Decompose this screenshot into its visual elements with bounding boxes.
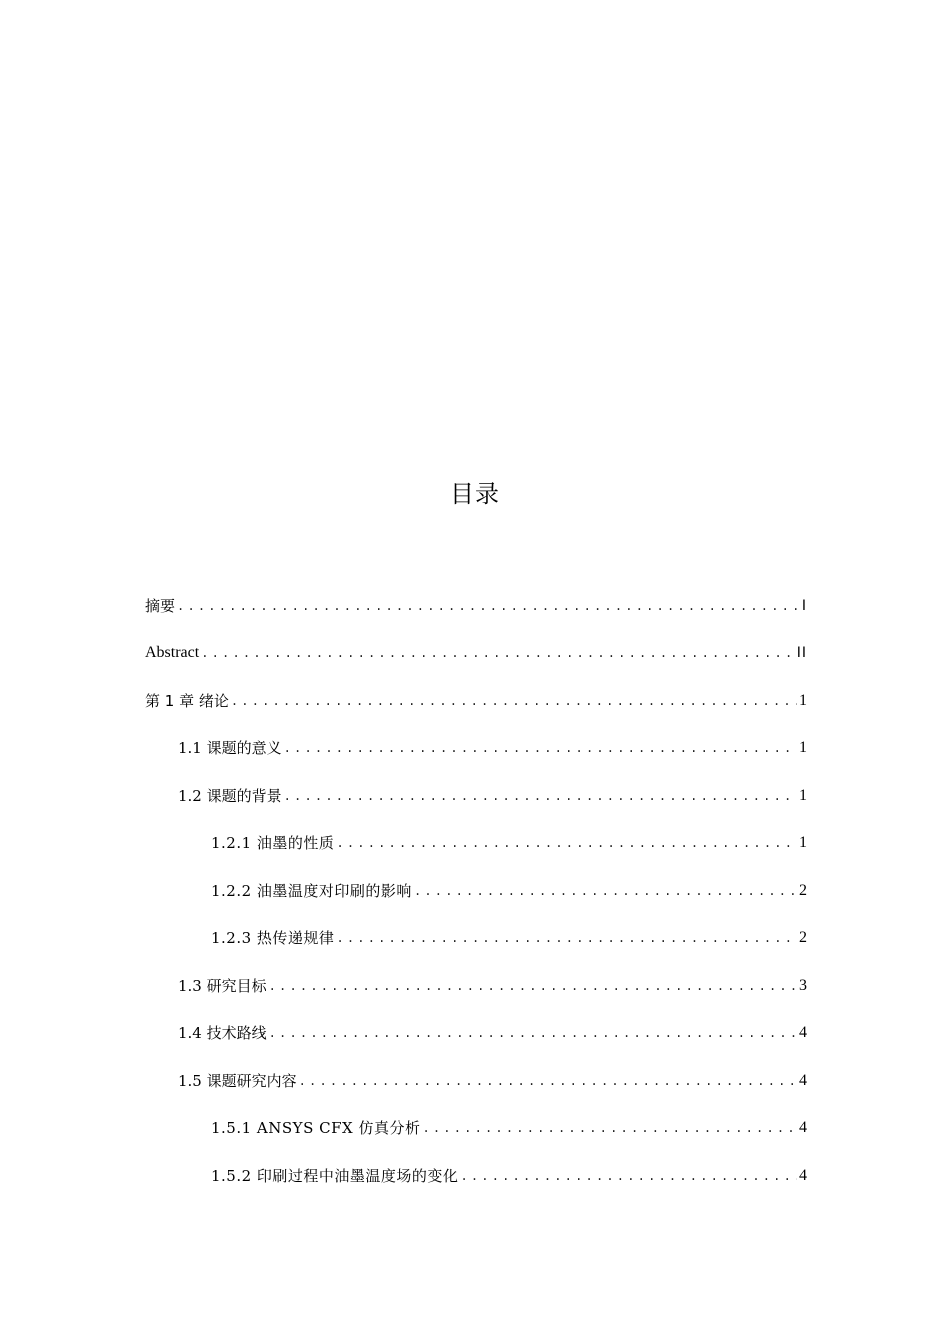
toc-entry-page: II bbox=[796, 645, 807, 662]
toc-entry-1-5-1[interactable] bbox=[145, 1105, 807, 1153]
toc-entry-label: 1.2.2 油墨温度对印刷的影响 bbox=[211, 881, 412, 900]
toc-dot-leader bbox=[231, 689, 797, 713]
toc-entry-page: 1 bbox=[799, 739, 807, 757]
toc-entry-abstract-en[interactable] bbox=[145, 630, 807, 678]
toc-entry-label: 1.4 技术路线 bbox=[178, 1024, 267, 1043]
toc-entry-page: 2 bbox=[799, 929, 807, 947]
toc-dot-leader bbox=[299, 1069, 797, 1093]
toc-dot-leader bbox=[336, 831, 797, 855]
table-of-contents bbox=[145, 582, 807, 1200]
toc-dot-leader bbox=[460, 1164, 797, 1188]
toc-entry-label: 1.5 课题研究内容 bbox=[178, 1071, 297, 1090]
toc-entry-page: 1 bbox=[799, 786, 807, 804]
toc-entry-label: 1.3 研究目标 bbox=[178, 976, 267, 995]
toc-entry-chapter-1[interactable] bbox=[145, 677, 807, 725]
toc-entry-1-4[interactable] bbox=[145, 1010, 807, 1058]
toc-entry-page: 1 bbox=[799, 834, 807, 852]
toc-entry-page: 2 bbox=[799, 881, 807, 899]
toc-dot-leader bbox=[201, 641, 795, 665]
toc-entry-1-2-2[interactable] bbox=[145, 867, 807, 915]
toc-dot-leader bbox=[269, 974, 797, 998]
toc-entry-1-1[interactable] bbox=[145, 725, 807, 773]
toc-entry-page: 1 bbox=[799, 691, 807, 709]
toc-entry-label: 1.5.2 印刷过程中油墨温度场的变化 bbox=[211, 1166, 459, 1185]
toc-entry-1-2-3[interactable] bbox=[145, 915, 807, 963]
toc-entry-label: Abstract bbox=[145, 644, 200, 662]
toc-entry-page: 4 bbox=[799, 1024, 807, 1042]
toc-entry-1-3[interactable] bbox=[145, 962, 807, 1010]
toc-entry-abstract-cn[interactable] bbox=[145, 582, 807, 630]
toc-dot-leader bbox=[414, 879, 797, 903]
toc-entry-label: 摘要 bbox=[145, 596, 176, 615]
toc-dot-leader bbox=[269, 1021, 797, 1045]
toc-entry-page: 4 bbox=[799, 1119, 807, 1137]
toc-dot-leader bbox=[284, 784, 797, 808]
toc-entry-label: 1.5.1 ANSYS CFX 仿真分析 bbox=[211, 1119, 421, 1138]
toc-entry-label: 1.1 课题的意义 bbox=[178, 739, 282, 758]
toc-entry-page: 4 bbox=[799, 1071, 807, 1089]
toc-entry-page: I bbox=[801, 597, 807, 614]
toc-title: 目录 bbox=[450, 480, 500, 508]
toc-entry-1-2[interactable] bbox=[145, 772, 807, 820]
toc-entry-1-5-2[interactable] bbox=[145, 1152, 807, 1200]
toc-entry-label: 1.2 课题的背景 bbox=[178, 786, 282, 805]
toc-entry-page: 3 bbox=[799, 976, 807, 994]
toc-dot-leader bbox=[284, 736, 797, 760]
toc-dot-leader bbox=[336, 926, 797, 950]
toc-entry-1-5[interactable] bbox=[145, 1057, 807, 1105]
toc-entry-label: 第 1 章 绪论 bbox=[145, 691, 229, 710]
toc-dot-leader bbox=[177, 594, 797, 618]
toc-entry-label: 1.2.1 油墨的性质 bbox=[211, 834, 335, 853]
toc-dot-leader bbox=[422, 1116, 797, 1140]
toc-entry-label: 1.2.3 热传递规律 bbox=[211, 929, 335, 948]
toc-entry-1-2-1[interactable] bbox=[145, 820, 807, 868]
toc-entry-page: 4 bbox=[799, 1166, 807, 1184]
